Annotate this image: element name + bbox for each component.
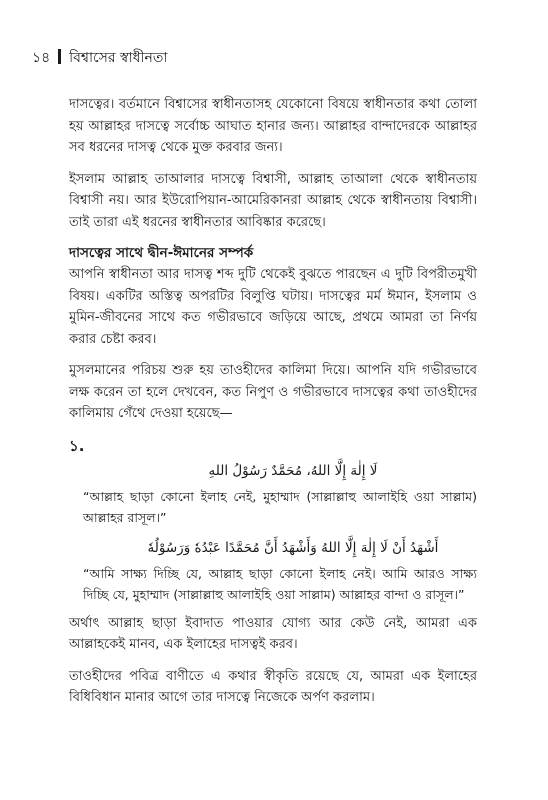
paragraph-5: অর্থাৎ আল্লাহ ছাড়া ইবাদাত পাওয়ার যোগ্য আর কেউ নেই, আমরা এক আল্লাহকেই মানব, এক ইলাহের দাসত্বই করব। — [69, 615, 477, 652]
section-heading: দাসত্বের সাথে দ্বীন-ঈমানের সম্পর্ক — [69, 245, 254, 261]
paragraph-2: ইসলাম আল্লাহ তাআলার দাসত্বে বিশ্বাসী, আল্লাহ তাআলা থেকে স্বাধীনতায় বিশ্বাসী নয়। আর ইউরোপিয়ান-আমেরিকানরা আল্লাহ থেকে স্বাধীনতায় বিশ্বাসী। তাই তারা এই ধরনের স্বাধীনতার আবিষ্কার করেছে। — [69, 171, 477, 230]
header-divider — [58, 49, 61, 64]
list-number: ১. — [69, 436, 85, 455]
arabic-kalima-1: لَا إِلٰهَ إِلَّا اللهُ، مُحَمَّدٌ رَسُوْلُ اللهِ — [208, 462, 378, 479]
paragraph-4: মুসলমানের পরিচয় শুরু হয় তাওহীদের কালিমা দিয়ে। আপনি যদি গভীরভাবে লক্ষ করেন তা হলে দেখবেন, কত নিপুণ ও গভীরভাবে দাসত্বের কথা তাওহীদের কালিমায় গেঁথে দেওয়া হয়েছে— — [69, 363, 477, 421]
running-header — [32, 48, 167, 68]
translation-quote-2: “আমি সাক্ষ্য দিচ্ছি যে, আল্লাহ ছাড়া কোনো ইলাহ নেই। আমি আরও সাক্ষ্য দিচ্ছি যে, মুহাম্মাদ (সাল্লাল্লাহু আলাইহি ওয়া সাল্লাম) আল্লাহর বান্দা ও রাসূল।” — [83, 565, 477, 602]
paragraph-3: আপনি স্বাধীনতা আর দাসত্ব শব্দ দুটি থেকেই বুঝতে পারছেন এ দুটি বিপরীতমুখী বিষয়। একটির অস্তিত্ব অপরটির বিলুপ্তি ঘটায়। দাসত্বের মর্ম ঈমান, ইসলাম ও মুমিন-জীবনের সাথে কত গভীরভাবে জড়িয়ে আছে, প্রথমে আমরা তা নির্ণয় করার চেষ্টা করব। — [69, 267, 477, 347]
book-title: বিশ্বাসের স্বাধীনতা — [69, 50, 168, 66]
page-body — [69, 94, 477, 719]
paragraph-1: দাসত্বের। বর্তমানে বিশ্বাসের স্বাধীনতাসহ যেকোনো বিষয়ে স্বাধীনতার কথা তোলা হয় আল্লাহর দাসত্বে সর্বোচ্চ আঘাত হানার জন্য। আল্লাহর বান্দাদেরকে আল্লাহর সব ধরনের দাসত্ব থেকে মুক্ত করবার জন্য। — [69, 97, 477, 155]
paragraph-6: তাওহীদের পবিত্র বাণীতে এ কথার স্বীকৃতি রয়েছে যে, আমরা এক ইলাহের বিধিবিধান মানার আগে তার দাসত্বে নিজেকে অর্পণ করলাম। — [69, 668, 477, 705]
arabic-kalima-2: أَشْهَدُ أَنْ لَا إِلٰهَ إِلَّا اللهُ وَأَشْهَدُ أَنَّ مُحَمَّدًا عَبْدُهٗ وَرَسُوْلُهٗ — [147, 539, 439, 556]
translation-quote-1: “আল্লাহ ছাড়া কোনো ইলাহ নেই, মুহাম্মাদ (সাল্লাল্লাহু আলাইহি ওয়া সাল্লাম) আল্লাহর রাসূল।” — [83, 488, 477, 525]
page-number: ১৪ — [32, 50, 51, 66]
